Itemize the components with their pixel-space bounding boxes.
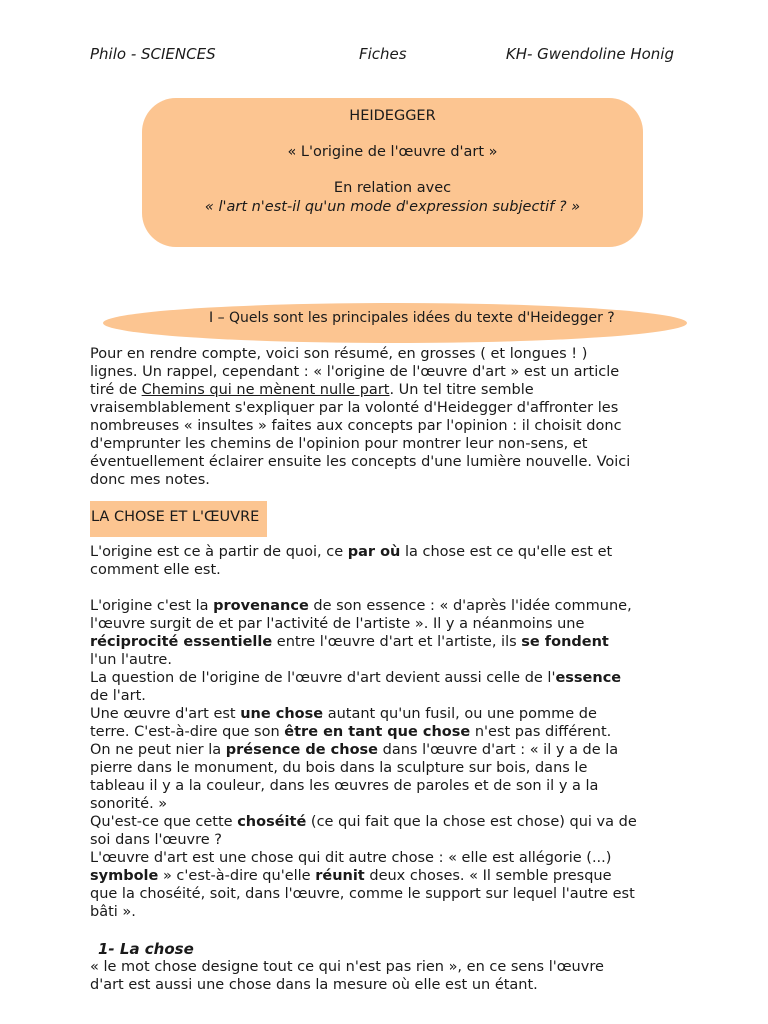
intro-line-5: nombreuses « insultes » faites aux concepts par l'opinion : il choisit donc xyxy=(90,418,622,434)
title-question: « l'art n'est-il qu'un mode d'expression subjectif ? » xyxy=(204,199,581,215)
title-relation: En relation avec xyxy=(333,180,452,196)
text-run: dans l'œuvre d'art : « il y a de la xyxy=(378,742,619,758)
body-line-1 xyxy=(90,597,632,615)
text-run: On ne peut nier la xyxy=(90,742,226,758)
body-line-7 xyxy=(90,705,597,723)
bold-run: réciprocité essentielle xyxy=(90,634,273,650)
text-run: La question de l'origine de l'œuvre d'art devient aussi celle de l' xyxy=(90,670,556,686)
body-line-14: soi dans l'œuvre ? xyxy=(90,832,222,848)
title-work: « L'origine de l'œuvre d'art » xyxy=(287,144,498,160)
body-line-4: l'un l'autre. xyxy=(90,652,172,668)
chose-heading-box xyxy=(90,501,267,537)
text-run: entre l'œuvre d'art et l'artiste, ils xyxy=(272,634,522,650)
body-line-15: L'œuvre d'art est une chose qui dit autre chose : « elle est allégorie (...) xyxy=(90,850,612,866)
text-run: L'origine c'est la xyxy=(90,598,214,614)
body-line-11: tableau il y a la couleur, dans les œuvres de paroles et de son il y a la xyxy=(90,778,599,794)
bold-run: se fondent xyxy=(521,634,609,650)
title-author: HEIDEGGER xyxy=(349,108,436,124)
intro-line-4: vraisemblablement s'expliquer par la volonté d'Heidegger d'affronter les xyxy=(90,400,619,416)
text-run: » c'est-à-dire qu'elle xyxy=(158,868,316,884)
origine-line-1 xyxy=(90,543,612,561)
bold-run: symbole xyxy=(90,868,159,884)
body-line-5 xyxy=(90,669,621,687)
header-right: KH- Gwendoline Honig xyxy=(505,45,674,63)
text-run: Une œuvre d'art est xyxy=(90,706,241,722)
body-line-3 xyxy=(90,633,609,651)
body-line-10: pierre dans le monument, du bois dans la sculpture sur bois, dans le xyxy=(90,760,588,776)
header-center: Fiches xyxy=(359,45,407,63)
title-box xyxy=(142,98,643,247)
text-run: terre. C'est-à-dire que son xyxy=(90,724,285,740)
text-run: (ce qui fait que la chose est chose) qui va de xyxy=(306,814,637,830)
bold-run: présence de chose xyxy=(225,742,379,758)
intro-line-1: Pour en rendre compte, voici son résumé, en grosses ( et longues ! ) xyxy=(90,346,588,362)
body-line-17: que la choséité, soit, dans l'œuvre, comme le support sur lequel l'autre est xyxy=(90,886,635,902)
section-heading-oval xyxy=(103,303,687,343)
text-run: la chose est ce qu'elle est et xyxy=(400,544,613,560)
text-run: deux choses. « Il semble presque xyxy=(364,868,612,884)
intro-text: . Un tel titre semble xyxy=(389,382,534,398)
text-run: autant qu'un fusil, ou une pomme de xyxy=(323,706,597,722)
text-run: L'origine est ce à partir de quoi, ce xyxy=(90,544,348,560)
bold-run: une chose xyxy=(240,706,324,722)
bold-run: par où xyxy=(347,544,401,560)
bold-run: réunit xyxy=(315,868,365,884)
bold-run: choséité xyxy=(237,814,307,830)
body-line-12: sonorité. » xyxy=(90,796,168,812)
body-line-18: bâti ». xyxy=(90,904,136,920)
body-line-6: de l'art. xyxy=(90,688,146,704)
body-line-9 xyxy=(90,741,618,759)
text-run: Qu'est-ce que cette xyxy=(90,814,238,830)
bold-run: essence xyxy=(555,670,622,686)
text-run: n'est pas différent. xyxy=(470,724,612,740)
bold-run: provenance xyxy=(213,598,309,614)
bold-run: être en tant que chose xyxy=(284,724,471,740)
sub1-line-1: « le mot chose designe tout ce qui n'est pas rien », en ce sens l'œuvre xyxy=(90,959,604,975)
sub1-line-2: d'art est aussi une chose dans la mesure où elle est un étant. xyxy=(90,977,538,993)
body-line-8 xyxy=(90,723,611,741)
text-run: de son essence : « d'après l'idée commune, xyxy=(308,598,632,614)
body-line-13 xyxy=(90,813,637,831)
intro-line-2: lignes. Un rappel, cependant : « l'origine de l'œuvre d'art » est un article xyxy=(90,364,620,380)
intro-line-3 xyxy=(90,381,534,399)
body-line-16 xyxy=(90,867,612,885)
intro-line-7: éventuellement éclairer ensuite les concepts d'une lumière nouvelle. Voici xyxy=(90,454,631,470)
subheading-la-chose: 1- La chose xyxy=(98,940,194,958)
intro-text: tiré de xyxy=(90,382,142,398)
intro-line-8: donc mes notes. xyxy=(90,472,210,488)
chose-heading: LA CHOSE ET L'ŒUVRE xyxy=(91,509,260,525)
header-left: Philo - SCIENCES xyxy=(90,45,216,63)
intro-line-6: d'emprunter les chemins de l'opinion pour montrer leur non-sens, et xyxy=(90,436,588,452)
body-line-2: l'œuvre surgit de et par l'activité de l'artiste ». Il y a néanmoins une xyxy=(90,616,585,632)
origine-line-2: comment elle est. xyxy=(90,562,221,578)
book-title: Chemins qui ne mènent nulle part xyxy=(141,382,390,398)
section-heading: I – Quels sont les principales idées du texte d'Heidegger ? xyxy=(209,310,615,326)
